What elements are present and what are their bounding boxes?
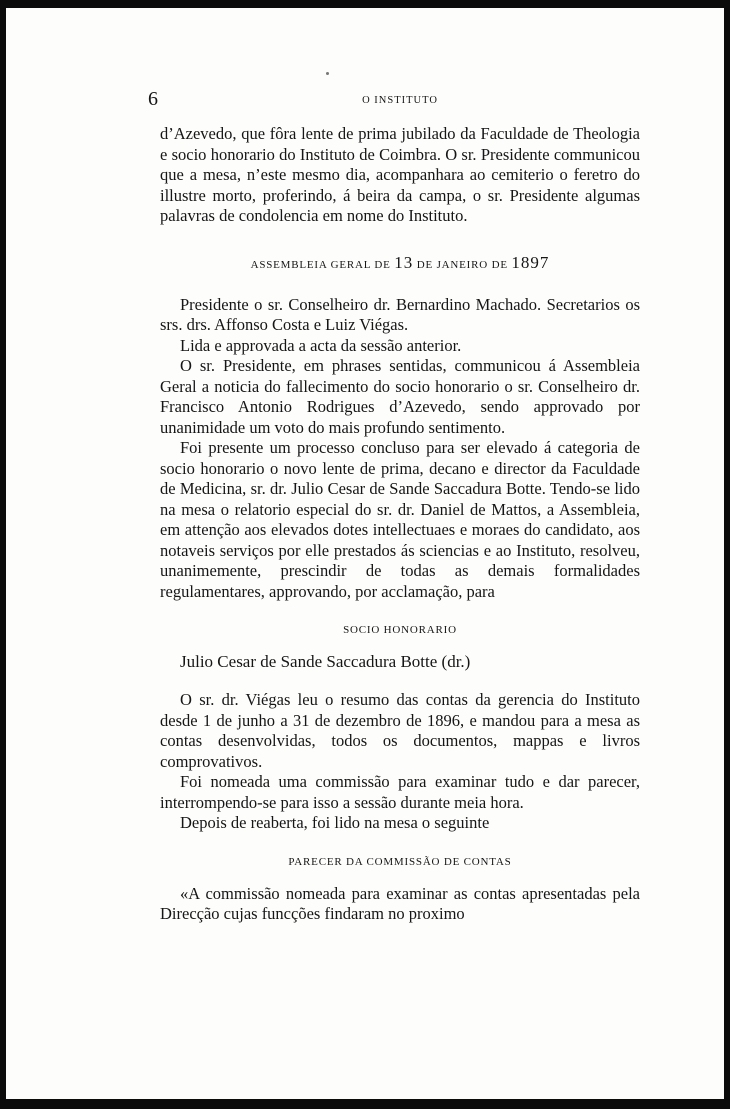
page-number: 6 [148,88,158,110]
paragraph-contas: O sr. dr. Viégas leu o resumo das contas da gerencia do Instituto desde 1 de junho a 31 de dezembro de 1896, e mandou para a mesa as contas desenvolvidas, todos os documentos, mappas e livros comprovativos. [160,690,640,771]
heading-assembleia-geral [160,253,640,273]
paragraph-processo: Foi presente um processo concluso para ser elevado á categoria de socio honorario o novo lente de prima, decano e director da Faculdade de Medicina, sr. dr. Julio Cesar de Sande Saccadura Botte. Tendo-se lido na mesa o relatorio especial do sr. dr. Daniel de Mattos, a Assembleia, em attenção aos elevados dotes intellectuaes e moraes do candidato, aos notaveis serviços por elle prestados ás sciencias e ao Instituto, resolveu, unanimemente, prescindir de todas as demais formalidades regulamentares, approvando, por acclamação, para [160,438,640,601]
paragraph-fallecimento: O sr. Presidente, em phrases sentidas, communicou á Assembleia Geral a noticia do fallecimento do socio honorario o sr. Conselheiro dr. Francisco Antonio Rodrigues d’Azevedo, sendo approvado por unanimidade um voto do mais profundo sentimento. [160,356,640,437]
paragraph-acta: Lida e approvada a acta da sessão anterior. [180,335,462,355]
paragraph-presidente: Presidente o sr. Conselheiro dr. Bernardino Machado. Secretarios os srs. drs. Affonso Costa e Luiz Viégas. [160,294,640,334]
heading-assembleia-middle: DE JANEIRO DE [416,258,508,271]
honoree-name: Julio Cesar de Sande Saccadura Botte (dr.) [180,652,471,671]
heading-socio-honorario: SOCIO HONORARIO [343,624,457,636]
page-header [148,88,640,114]
book-page [148,88,640,925]
heading-assembleia-prefix: ASSEMBLEIA GERAL DE [250,258,391,271]
running-title: O INSTITUTO [362,95,438,106]
paragraph-reaberta: Depois de reaberta, foi lido na mesa o seguinte [180,813,490,832]
print-speck [326,72,329,75]
heading-assembleia-day: 13 [394,252,414,272]
paragraph-commissao: Foi nomeada uma commissão para examinar tudo e dar parecer, interrompendo-se para isso a sessão durante meia hora. [160,772,640,812]
heading-parecer: PARECER DA COMMISSÃO DE CONTAS [288,855,512,868]
paragraph-continuation: d’Azevedo, que fôra lente de prima jubilado da Faculdade de Theologia e socio honorario do Instituto de Coimbra. O sr. Presidente communicou que a mesa, n’este mesmo dia, acompanhara ao cemiterio o feretro do illustre morto, proferindo, á beira da campa, o sr. Presidente algumas palavras de condolencia em nome do Instituto. [160,124,640,225]
paragraph-parecer-start: «A commissão nomeada para examinar as contas apresentadas pela Direcção cujas funcções findaram no proximo [160,883,640,923]
heading-assembleia-year: 1897 [511,252,550,272]
